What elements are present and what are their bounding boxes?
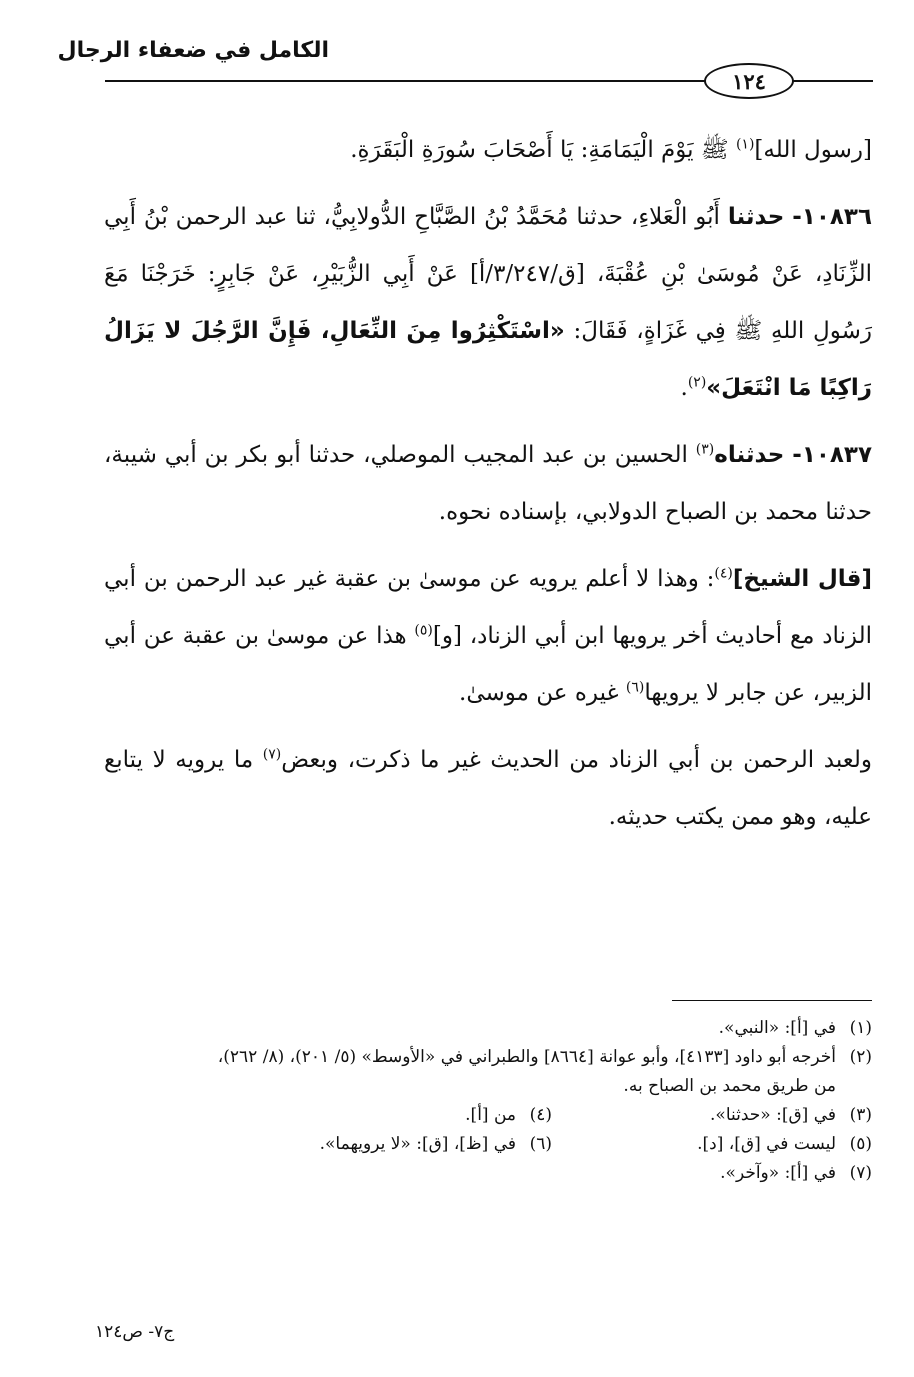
closing-paragraph — [104, 732, 872, 846]
footnote-ref: (٧) — [262, 746, 282, 763]
footnote-item — [465, 1101, 552, 1130]
footnote-number: (٣) — [849, 1105, 872, 1125]
footnote-text: في [أ]: «وآخر». — [720, 1163, 836, 1183]
volume-page-reference: ج٧- ص١٢٤ — [95, 1322, 175, 1342]
comment-text: هذا عن موسىٰ بن عقبة عن أبي الزبير، عن جابر لا يرويها — [104, 623, 872, 706]
footnote-item — [320, 1130, 552, 1159]
footnote-ref: (٥) — [414, 622, 433, 639]
footnote-row — [102, 1101, 872, 1130]
paragraph-text: ﷺ يَوْمَ الْيَمَامَةِ: يَا أَصْحَابَ سُورَةِ الْبَقَرَةِ. — [350, 137, 736, 163]
footnote-number: (٦) — [529, 1134, 552, 1154]
footnote-number: (٢) — [849, 1047, 872, 1067]
body-text — [104, 122, 872, 846]
footnote-item — [552, 1101, 872, 1130]
bracket-text: [رسول الله] — [754, 137, 872, 163]
comment-text: : وهذا لا أعلم يرويه عن موسىٰ بن عقبة غير عبد الرحمن بن أبي الزناد مع أحاديث أخر يرويها ابن أبي الزناد، [و] — [104, 566, 872, 649]
sheikh-label: [قال الشيخ] — [732, 566, 872, 592]
punctuation: . — [680, 375, 688, 401]
narration-keyword: حدثنا — [727, 204, 785, 230]
footnote-number: (٧) — [849, 1163, 872, 1183]
hadith-number: ١٠٨٣٦- — [792, 204, 872, 230]
footnote-row — [102, 1130, 872, 1159]
footnote-text: في [أ]: «النبي». — [718, 1018, 836, 1038]
footnote-text: أخرجه أبو داود [٤١٣٣]، وأبو عوانة [٨٦٦٤] والطبراني في «الأوسط» (٥/ ٢٠١)، (٨/ ٢٦٢)، — [217, 1047, 836, 1067]
footnote-ref: (٢) — [687, 374, 707, 391]
sheikh-comment — [104, 551, 872, 722]
footnotes — [102, 1014, 872, 1188]
footnote-text: ليست في [ق]، [د]. — [697, 1134, 836, 1154]
footnote-continuation — [102, 1072, 872, 1101]
footnote-text: في [ق]: «حدثنا». — [710, 1105, 836, 1125]
narration-keyword: حدثناه — [714, 442, 785, 468]
paragraph-text: ما يرويه لا يتابع عليه، وهو ممن يكتب حديثه. — [104, 747, 872, 830]
paragraph-1 — [104, 122, 872, 179]
footnote-item — [102, 1159, 872, 1188]
footnote-number: (١) — [849, 1018, 872, 1038]
footnote-item — [552, 1130, 872, 1159]
book-title: الكامل في ضعفاء الرجال — [57, 38, 329, 63]
footnote-text: من [أ]. — [465, 1105, 516, 1125]
footnote-item — [102, 1043, 872, 1072]
footnote-number: (٥) — [849, 1134, 872, 1154]
hadith-matn: «اسْتَكْثِرُوا مِنَ النِّعَالِ، فَإِنَّ الرَّجُلَ لا يَزَالُ رَاكِبًا مَا انْتَعَلَ» — [104, 318, 872, 401]
paragraph-text: ولعبد الرحمن بن أبي الزناد من الحديث غير ما ذكرت، وبعض — [281, 747, 872, 773]
comment-text: غيره عن موسىٰ. — [459, 680, 626, 706]
hadith-10837 — [104, 427, 872, 541]
page-number-badge: ١٢٤ — [704, 63, 794, 99]
footnote-text: من طريق محمد بن الصباح به. — [623, 1076, 836, 1096]
isnad-text: أَبُو الْعَلاءِ، حدثنا مُحَمَّدُ بْنُ الصَّبَّاحِ الدُّولابِيُّ، ثنا عبد الرحمن بْنُ أَبِي الزِّنَادِ، عَنْ مُوسَىٰ بْنِ عُقْبَةَ، [ق/٣/٢٤٧/أ] عَنْ أَبِي الزُّبَيْرِ، عَنْ جَابِرٍ: خَرَجْنَا مَعَ رَسُولِ اللهِ ﷺ فِي غَزَاةٍ، فَقَالَ: — [104, 204, 872, 344]
footnotes-rule — [672, 1000, 872, 1001]
footnote-ref: (٤) — [714, 565, 733, 582]
footnote-ref: (٦) — [625, 679, 645, 696]
footnote-item — [102, 1014, 872, 1043]
footnote-number: (٤) — [529, 1105, 552, 1125]
footnote-ref: (١) — [735, 136, 755, 153]
footnote-ref: (٣) — [695, 441, 715, 458]
isnad-text: الحسين بن عبد المجيب الموصلي، حدثنا أبو بكر بن أبي شيبة، حدثنا محمد بن الصباح الدولابي، بإسناده نحوه. — [104, 442, 872, 525]
hadith-10836 — [104, 189, 872, 417]
hadith-number: ١٠٨٣٧- — [792, 442, 873, 468]
footnote-text: في [ظ]، [ق]: «لا يرويهما». — [319, 1134, 516, 1154]
